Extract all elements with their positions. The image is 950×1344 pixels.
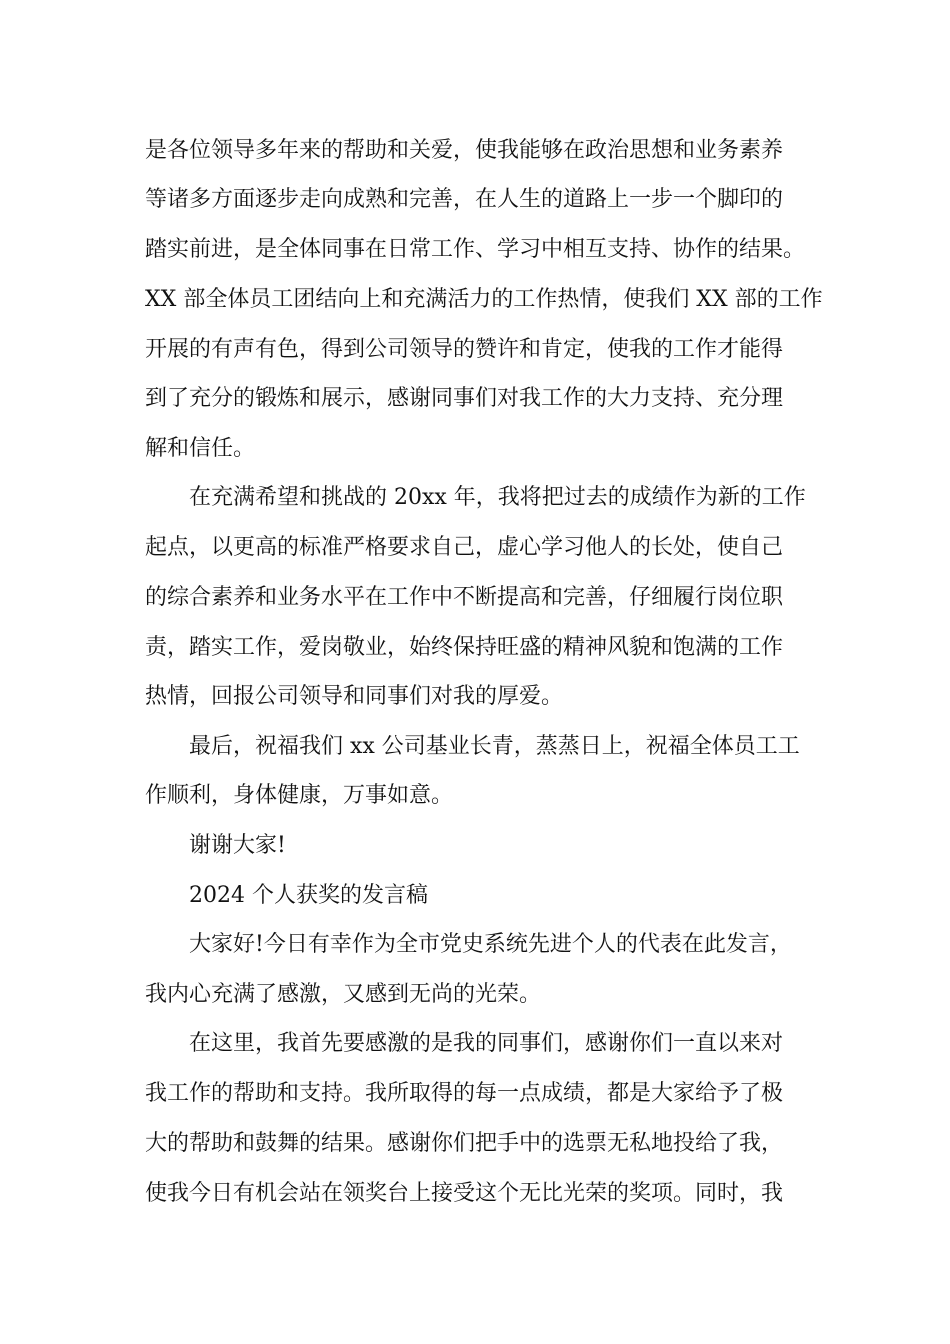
text-line: 开展的有声有色，得到公司领导的赞许和肯定，使我的工作才能得 [145, 337, 784, 362]
text-line: 我工作的帮助和支持。我所取得的每一点成绩，都是大家给予了极 [145, 1081, 784, 1106]
paragraph-first-line: 大家好!今日有幸作为全市党史系统先进个人的代表在此发言， [189, 932, 792, 957]
text-line: 我内心充满了感激，又感到无尚的光荣。 [145, 982, 542, 1007]
text-line: XX 部全体员工团结向上和充满活力的工作热情，使我们 XX 部的工作 [145, 287, 823, 312]
text-line: 责，踏实工作，爱岗敬业，始终保持旺盛的精神风貌和饱满的工作 [145, 635, 784, 660]
closing-line: 谢谢大家! [189, 833, 286, 858]
text-line: 等诸多方面逐步走向成熟和完善，在人生的道路上一步一个脚印的 [145, 187, 784, 212]
text-line: 作顺利，身体健康，万事如意。 [145, 783, 454, 808]
text-line: 是各位领导多年来的帮助和关爱，使我能够在政治思想和业务素养 [145, 138, 784, 163]
section-title: 2024 个人获奖的发言稿 [189, 883, 428, 908]
text-line: 踏实前进，是全体同事在日常工作、学习中相互支持、协作的结果。 [145, 237, 806, 262]
text-line: 热情，回报公司领导和同事们对我的厚爱。 [145, 684, 564, 709]
text-line: 使我今日有机会站在领奖台上接受这个无比光荣的奖项。同时，我 [145, 1181, 784, 1206]
text-line: 大的帮助和鼓舞的结果。感谢你们把手中的选票无私地投给了我， [145, 1131, 784, 1156]
text-line: 起点，以更高的标准严格要求自己，虚心学习他人的长处，使自己 [145, 535, 784, 560]
text-line: 的综合素养和业务水平在工作中不断提高和完善，仔细履行岗位职 [145, 585, 784, 610]
text-line: 到了充分的锻炼和展示，感谢同事们对我工作的大力支持、充分理 [145, 386, 784, 411]
paragraph-first-line: 在这里，我首先要感激的是我的同事们，感谢你们一直以来对 [189, 1031, 784, 1056]
text-line: 解和信任。 [145, 436, 256, 461]
paragraph-first-line: 在充满希望和挑战的 20xx 年，我将把过去的成绩作为新的工作 [189, 485, 806, 510]
paragraph-first-line: 最后，祝福我们 xx 公司基业长青，蒸蒸日上，祝福全体员工工 [189, 734, 800, 759]
